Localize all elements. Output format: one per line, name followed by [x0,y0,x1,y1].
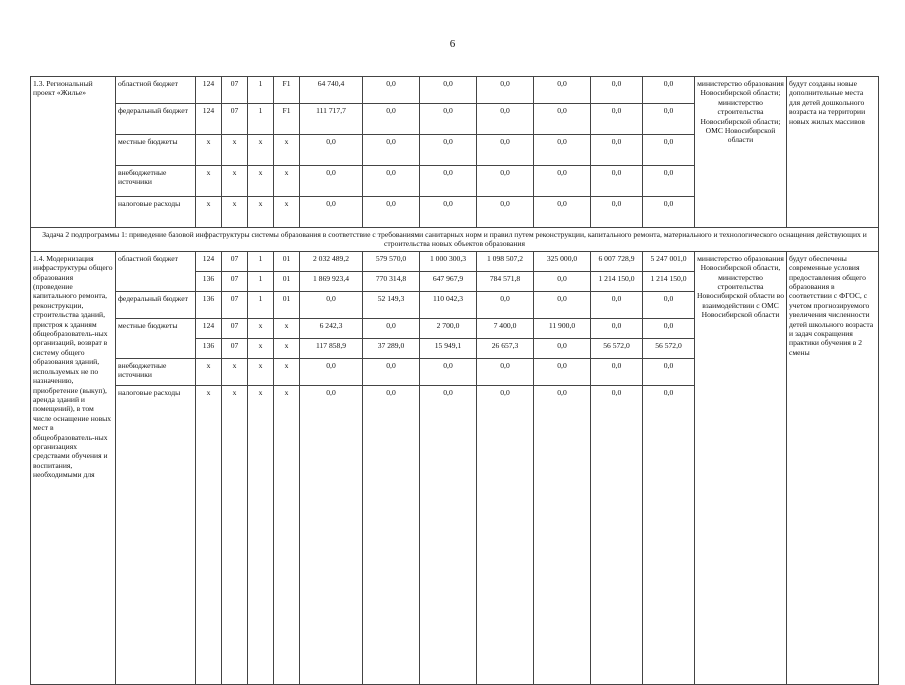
cell-value: 0,0 [591,166,643,197]
cell-value: 0,0 [643,291,695,318]
cell-rz: x [222,358,248,385]
cell-rz: x [222,197,248,228]
funding-source: внебюджетные источники [116,358,196,385]
cell-value: 11 900,0 [534,318,591,338]
cell-value: 0,0 [420,77,477,104]
funding-source: областной бюджет [116,251,196,291]
cell-value: 0,0 [534,385,591,684]
table-row [31,77,879,104]
cell-value: 0,0 [591,291,643,318]
cell-csr: x [274,166,300,197]
funding-source: местные бюджеты [116,135,196,166]
program-table [30,76,879,685]
cell-value: 2 700,0 [420,318,477,338]
cell-kgrbs: 124 [196,251,222,271]
cell-csr: 01 [274,251,300,271]
cell-value: 1 214 150,0 [591,271,643,291]
cell-value: 0,0 [534,358,591,385]
cell-value: 0,0 [534,271,591,291]
table-row [31,251,879,271]
cell-value: 56 572,0 [591,338,643,358]
cell-value: 0,0 [591,104,643,135]
cell-value: 579 570,0 [363,251,420,271]
cell-value: 15 949,1 [420,338,477,358]
cell-value: 0,0 [591,318,643,338]
cell-value: 0,0 [300,291,363,318]
cell-csr: x [274,358,300,385]
expected-result: будут обеспечены современные условия предоставления общего образования в соответствии с ФГОС, с учетом прогнозируемого увеличения численности детей школьного возраста и задач сокращения практики обучения в 2 смены [787,251,879,684]
cell-value: 0,0 [643,166,695,197]
cell-pr: x [248,166,274,197]
cell-kgrbs: 124 [196,318,222,338]
cell-value: 0,0 [591,77,643,104]
cell-value: 6 242,3 [300,318,363,338]
cell-value: 0,0 [477,291,534,318]
cell-rz: x [222,385,248,684]
cell-kgrbs: 136 [196,338,222,358]
cell-csr: x [274,197,300,228]
cell-value: 0,0 [643,104,695,135]
executor: министерство образования Новосибирской области; министерство строительства Новосибирской области; ОМС Новосибирской области [695,77,787,228]
cell-kgrbs: x [196,166,222,197]
cell-value: 0,0 [591,358,643,385]
cell-value: 56 572,0 [643,338,695,358]
cell-value: 0,0 [534,135,591,166]
expected-result: будут созданы новые дополнительные места для детей дошкольного возраста на территории новых жилых массивов [787,77,879,228]
cell-kgrbs: x [196,358,222,385]
cell-rz: 07 [222,318,248,338]
cell-value: 0,0 [300,166,363,197]
cell-kgrbs: x [196,197,222,228]
funding-source: местные бюджеты [116,318,196,358]
cell-pr: x [248,338,274,358]
cell-value: 0,0 [591,197,643,228]
cell-value: 117 858,9 [300,338,363,358]
cell-pr: x [248,318,274,338]
cell-value: 0,0 [420,358,477,385]
cell-value: 110 042,3 [420,291,477,318]
cell-pr: 1 [248,251,274,271]
cell-pr: 1 [248,271,274,291]
cell-pr: x [248,358,274,385]
activity-name: 1.3. Региональный проект «Жилье» [31,77,116,228]
cell-value: 0,0 [643,135,695,166]
cell-kgrbs: 136 [196,271,222,291]
cell-csr: 01 [274,291,300,318]
funding-source: налоговые расходы [116,385,196,684]
cell-kgrbs: 124 [196,104,222,135]
cell-value: 1 098 507,2 [477,251,534,271]
cell-value: 0,0 [363,318,420,338]
cell-csr: F1 [274,104,300,135]
cell-value: 0,0 [477,77,534,104]
cell-value: 0,0 [534,104,591,135]
cell-rz: 07 [222,271,248,291]
cell-value: 0,0 [420,197,477,228]
cell-pr: 1 [248,104,274,135]
cell-csr: F1 [274,77,300,104]
cell-rz: 07 [222,251,248,271]
cell-value: 0,0 [363,104,420,135]
cell-value: 1 869 923,4 [300,271,363,291]
cell-value: 0,0 [300,197,363,228]
cell-value: 0,0 [534,197,591,228]
cell-value: 0,0 [534,166,591,197]
cell-value: 64 740,4 [300,77,363,104]
cell-kgrbs: x [196,135,222,166]
cell-csr: x [274,318,300,338]
cell-value: 0,0 [591,385,643,684]
cell-value: 0,0 [477,104,534,135]
cell-value: 0,0 [643,358,695,385]
cell-value: 5 247 001,0 [643,251,695,271]
cell-value: 0,0 [643,77,695,104]
cell-value: 0,0 [420,104,477,135]
cell-kgrbs: x [196,385,222,684]
cell-value: 784 571,8 [477,271,534,291]
cell-value: 1 214 150,0 [643,271,695,291]
cell-value: 0,0 [591,135,643,166]
cell-value: 1 000 300,3 [420,251,477,271]
cell-value: 0,0 [477,385,534,684]
cell-value: 0,0 [363,197,420,228]
cell-value: 26 657,3 [477,338,534,358]
cell-value: 52 149,3 [363,291,420,318]
cell-value: 0,0 [363,385,420,684]
cell-pr: x [248,385,274,684]
cell-value: 0,0 [363,166,420,197]
cell-kgrbs: 136 [196,291,222,318]
cell-value: 0,0 [534,77,591,104]
cell-value: 0,0 [300,135,363,166]
cell-rz: 07 [222,104,248,135]
cell-csr: 01 [274,271,300,291]
page-number: 6 [449,38,456,50]
task-heading-row [31,228,879,252]
cell-value: 0,0 [643,318,695,338]
cell-value: 37 289,0 [363,338,420,358]
cell-value: 0,0 [420,135,477,166]
cell-value: 0,0 [363,135,420,166]
cell-value: 0,0 [534,291,591,318]
task-heading: Задача 2 подпрограммы 1: приведение базовой инфраструктуры системы образования в соответствие с требованиями санитарных норм и правил путем реконструкции, капитального ремонта, материального и технологического оснащения действующих и строительства новых объектов образования [31,228,879,252]
cell-value: 0,0 [420,385,477,684]
cell-value: 0,0 [300,385,363,684]
cell-rz: x [222,135,248,166]
cell-value: 0,0 [477,135,534,166]
cell-value: 0,0 [477,197,534,228]
executor: министерство образования Новосибирской области, министерство строительства Новосибирской области во взаимодействии с ОМС Новосибирской области [695,251,787,684]
cell-value: 647 967,9 [420,271,477,291]
cell-value: 6 007 728,9 [591,251,643,271]
cell-value: 0,0 [643,197,695,228]
cell-value: 0,0 [420,166,477,197]
cell-value: 0,0 [534,338,591,358]
cell-value: 111 717,7 [300,104,363,135]
funding-source: федеральный бюджет [116,291,196,318]
cell-value: 325 000,0 [534,251,591,271]
cell-value: 0,0 [477,166,534,197]
cell-csr: x [274,338,300,358]
cell-value: 7 400,0 [477,318,534,338]
cell-rz: 07 [222,338,248,358]
cell-pr: x [248,197,274,228]
cell-pr: x [248,135,274,166]
cell-pr: 1 [248,77,274,104]
funding-source: областной бюджет [116,77,196,104]
funding-source: внебюджетные источники [116,166,196,197]
activity-name: 1.4. Модернизация инфраструктуры общего образования (проведение капитального ремонта, реконструкции, строительства зданий, пристроя к зданиям общеобразователь-ных организаций, возврат в систему общего образования зданий, используемых не по назначению, приобретение (выкуп), аренда зданий и помещений), в том числе оснащение новых мест в общеобразователь-ных организациях средствами обучения и воспитания, необходимыми для [31,251,116,684]
cell-value: 770 314,8 [363,271,420,291]
cell-value: 2 032 489,2 [300,251,363,271]
cell-value: 0,0 [363,358,420,385]
cell-kgrbs: 124 [196,77,222,104]
cell-value: 0,0 [477,358,534,385]
cell-rz: 07 [222,77,248,104]
cell-value: 0,0 [363,77,420,104]
cell-value: 0,0 [300,358,363,385]
cell-csr: x [274,385,300,684]
cell-value: 0,0 [643,385,695,684]
cell-pr: 1 [248,291,274,318]
cell-rz: 07 [222,291,248,318]
cell-rz: x [222,166,248,197]
funding-source: налоговые расходы [116,197,196,228]
cell-csr: x [274,135,300,166]
funding-source: федеральный бюджет [116,104,196,135]
